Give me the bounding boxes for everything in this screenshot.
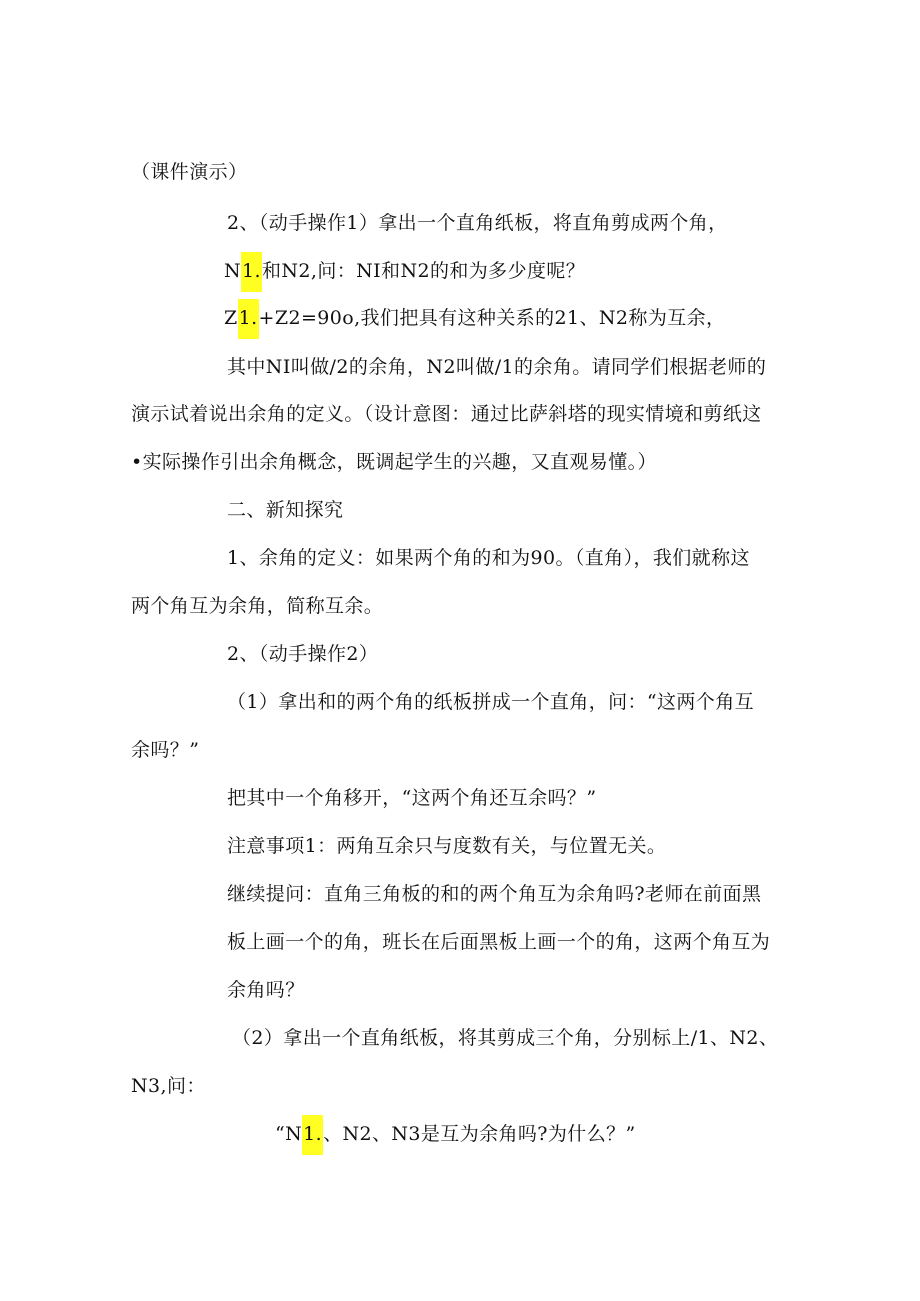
text-line: 2、（动手操作2） <box>227 643 379 665</box>
text-line: 把其中一个角移开，“这两个角还互余吗？” <box>227 787 597 809</box>
text-line: 演示试着说出余角的定义。（设计意图：通过比萨斜塔的现实情境和剪纸这 <box>131 403 762 425</box>
text-line: （1）拿出和的两个角的纸板拼成一个直角，问：“这两个角互 <box>227 691 755 713</box>
text-line <box>224 306 725 330</box>
text-line: 两个角互为余角，简称互余。 <box>131 595 384 617</box>
text-line: （2）拿出一个直角纸板，将其剪成三个角，分别标上/1、N2、 <box>232 1027 779 1049</box>
text-segment: 、N2、N3是互为余角吗?为什么？” <box>323 1123 636 1145</box>
text-line: 余角吗？ <box>227 979 305 1001</box>
text-line <box>224 259 585 283</box>
text-line: 1、余角的定义：如果两个角的和为90。（直角），我们就称这 <box>227 547 750 569</box>
text-line: •实际操作引出余角概念，既调起学生的兴趣，又直观易懂。） <box>131 451 657 473</box>
text-line: 板上画一个的角，班长在后面黑板上画一个的角，这两个角互为 <box>227 931 771 953</box>
highlighted-text: 1. <box>241 252 262 292</box>
text-segment: +Z2=90o,我们把具有这种关系的21、N2称为互余， <box>258 307 726 329</box>
text-segment: 和N2,问：NI和N2的和为多少度呢？ <box>261 260 586 282</box>
text-segment: Z <box>224 307 238 329</box>
text-segment: N <box>224 260 242 282</box>
text-line: 其中NI叫做/2的余角，N2叫做/1的余角。请同学们根据老师的 <box>227 356 767 378</box>
text-line: 继续提问：直角三角板的和的两个角互为余角吗?老师在前面黑 <box>227 883 762 905</box>
text-line: 2、（动手操作1）拿出一个直角纸板，将直角剪成两个角， <box>227 212 728 234</box>
text-line: 余吗？” <box>131 739 200 761</box>
text-line: N3,问： <box>131 1075 206 1097</box>
highlighted-text: 1. <box>302 1115 323 1155</box>
text-segment: “N <box>275 1123 303 1145</box>
text-line: 注意事项1：两角互余只与度数有关，与位置无关。 <box>227 835 667 857</box>
section-heading: 二、新知探究 <box>227 499 344 521</box>
highlighted-text: 1. <box>238 299 259 339</box>
text-line <box>275 1122 636 1146</box>
text-line: （课件演示） <box>131 161 248 183</box>
